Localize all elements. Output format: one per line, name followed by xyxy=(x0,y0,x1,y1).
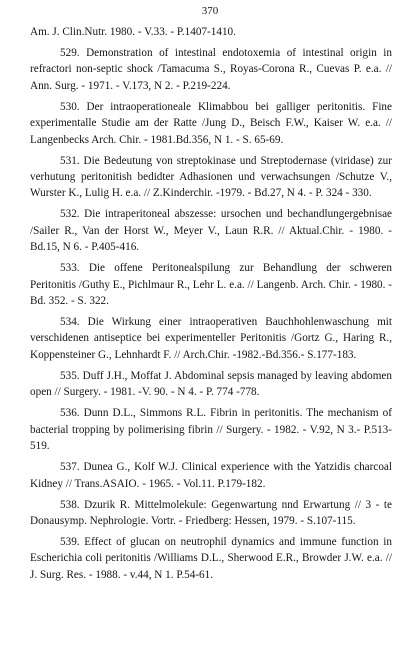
reference-item: 534. Die Wirkung einer intraoperativen Bauchhohlenwaschung mit verschidenen antiseptice bei experimenteller Peritonitis /Gortz G., Haring R., Koppensteiner G., Lehnhardt F. // Arch.Chir. -1982.-Bd.356.- S.177-183. xyxy=(30,316,392,361)
reference-item: 533. Die offene Peritonealspilung zur Behandlung der schweren Peritonitis /Guthy E., Pichlmaur R., Lehr L. e.a. // Langenb. Arch. Chir. - 1980. - Bd. 352. - S. 322. xyxy=(30,262,392,308)
reference-item: 531. Die Bedeutung von streptokinase und Streptodernase (viridase) zur verhutung peritonitish bedidter Adhasionen und verwachsungen /Schutze V., Wurster K., Lulig H. e.a. // Z.Kinderchir. -1979. - Bd.27, N 4. - P. 324 - 330. xyxy=(30,154,392,200)
reference-item: 538. Dzurik R. Mittelmolekule: Gegenwartung nnd Erwartung // 3 - te Donausymp. Nephrologie. Vortr. - Friedberg: Hessen, 1979. - S.107-115. xyxy=(30,498,392,527)
reference-item: 535. Duff J.H., Moffat J. Abdominal sepsis managed by leaving abdomen open // Surgery. - 1981. -V. 90. - N 4. - P. 774 -778. xyxy=(30,369,392,399)
reference-item: 539. Effect of glucan on neutrophil dynamics and immune function in Escherichia coli peritonitis /Williams D.L., Sherwood E.R., Browder J.W. e.a. // J. Surg. Res. - 1988. - v.44, N 1. P.54-61. xyxy=(30,535,392,581)
reference-item: 536. Dunn D.L., Simmons R.L. Fibrin in peritonitis. The mechanism of bacterial tropping by polimerising fibrin // Surgery. - 1982. - V.92, N 3.- P.513-519. xyxy=(30,407,392,453)
reference-item: 530. Der intraoperationeale Klimabbou bei galliger peritonitis. Fine experimentalle Studie am der Ratte /Jung D., Beisch F.W., Kaiser W. e.a. // Langenbecks Arch. Chir. - 1981.Bd.356, N 1. - S. 65-69. xyxy=(30,100,392,146)
reference-item: 532. Die intraperitoneal abszesse: ursochen und bechandlungergebnisae /Sailer R., Van der Horst W., Meyer V., Laun R.R. // Aktual.Chir. - 1980. - Bd.15, N 6. - P.405-416. xyxy=(30,208,392,254)
reference-list xyxy=(30,24,392,588)
reference-item: 537. Dunea G., Kolf W.J. Clinical experience with the Yatzidis charcoal Kidney // Trans.ASAIO. - 1965. - Vol.11. P.179-182. xyxy=(30,461,392,490)
page-number: 370 xyxy=(201,5,219,17)
reference-item: 529. Demonstration of intestinal endotoxemia of intestinal origin in refractori non-septic shock /Tamacuma S., Royas-Corona R., Cuevas P. e.a. // Ann. Surg. - 1971. - V.173, N 2. - P.219-224. xyxy=(30,47,392,92)
reference-item: Am. J. Clin.Nutr. 1980. - V.33. - P.1407-1410. xyxy=(30,26,236,38)
